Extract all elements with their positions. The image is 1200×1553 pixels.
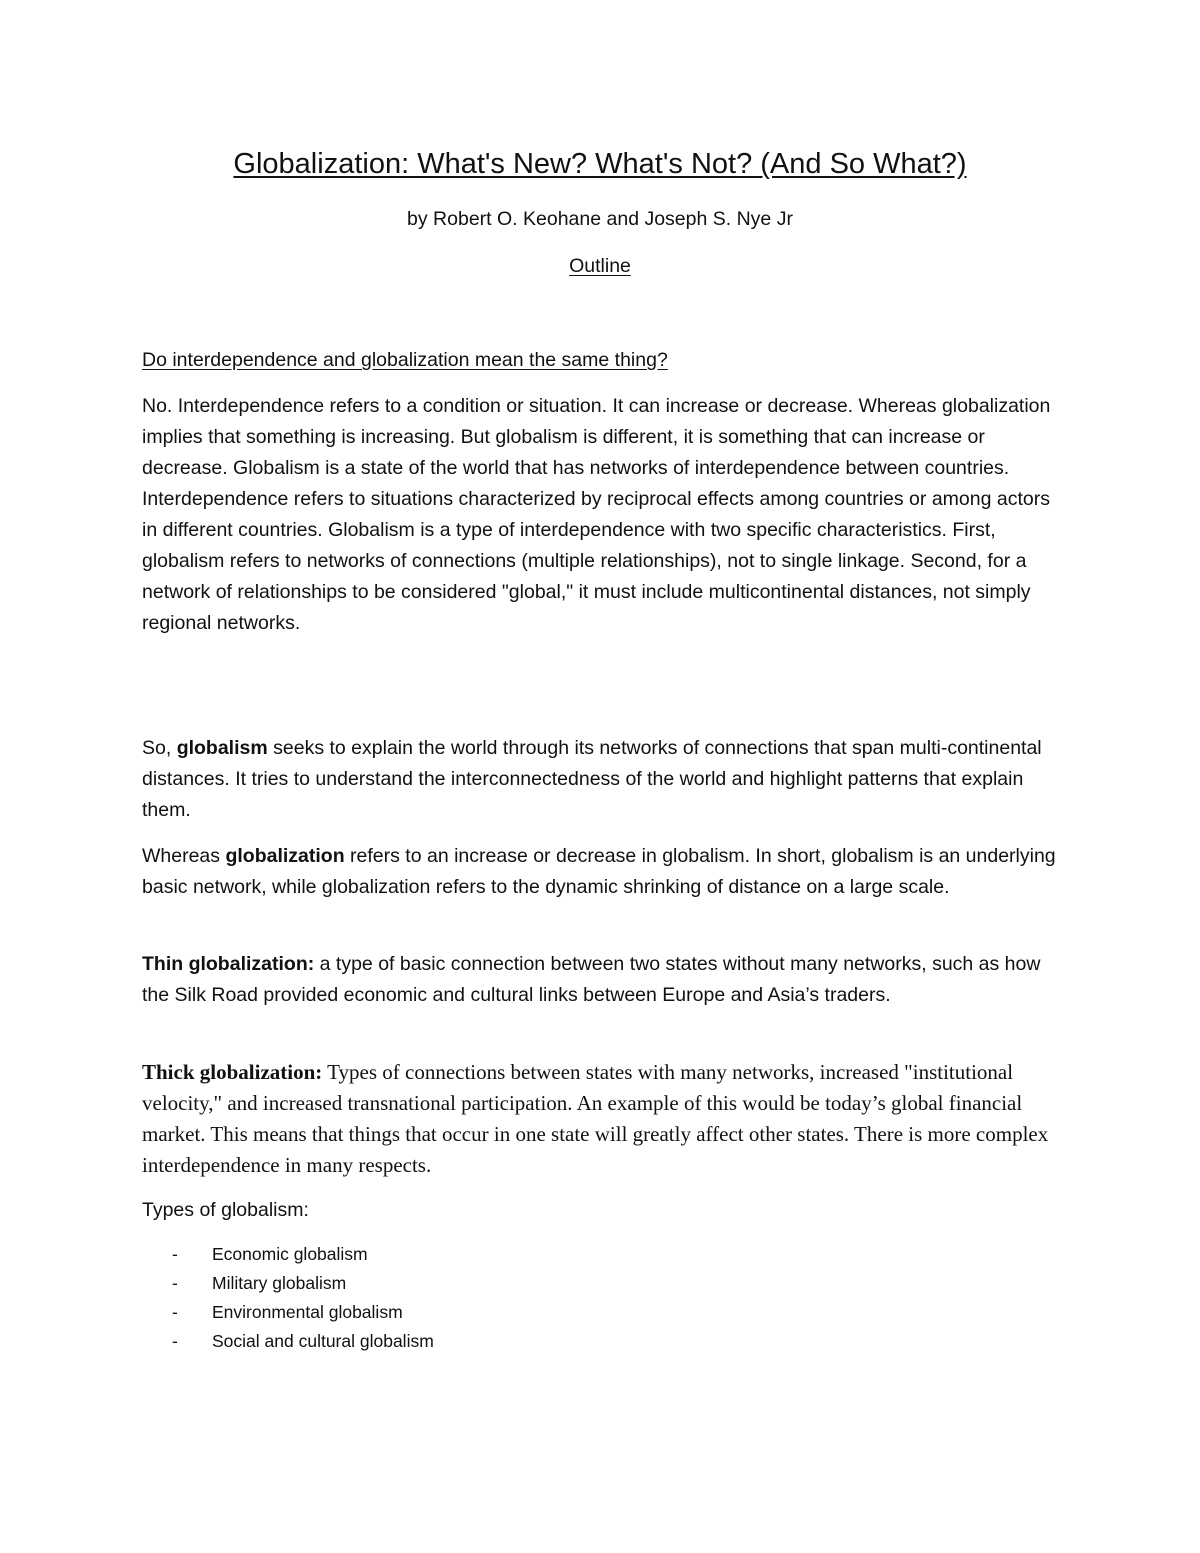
paragraph-text: Types of connections between states with many networks, increased "institutional velocity," and increased transnational participation. An example of this would be today’s global financial market. This means that things that occur in one state will greatly affect other states. There is more complex interdependence in many respects. (142, 1060, 1049, 1177)
list-item (172, 1327, 434, 1356)
term-globalization: globalization (225, 845, 345, 867)
paragraph-text: seeks to explain the world through its networks of connections that span multi-continental distances. It tries to understand the interconnectedness of the world and highlight patterns that explain them. (142, 737, 1042, 821)
paragraph-text: refers to an increase or decrease in globalism. In short, globalism is an underlying basic network, while globalization refers to the dynamic shrinking of distance on a large scale. (142, 845, 1056, 898)
term-thick-globalization: Thick globalization: (142, 1060, 323, 1084)
paragraph-interdependence (142, 391, 1067, 639)
term-thin-globalization: Thin globalization: (142, 953, 315, 975)
list-marker: - (172, 1273, 178, 1293)
paragraph-thin-globalization (142, 949, 1067, 1011)
paragraph-text: No. Interdependence refers to a condition or situation. It can increase or decrease. Whereas globalization implies that something is increasing. But globalism is different, it is something that can increase or decrease. Globalism is a state of the world that has networks of interdependence between countries. Interdependence refers to situations characterized by reciprocal effects among countries or among actors in different countries. Globalism is a type of interdependence with two specific characteristics. First, globalism refers to networks of connections (multiple relationships), not to single linkage. Second, for a network of relationships to be considered "global," it must include multicontinental distances, not simply regional networks. (142, 395, 1051, 634)
list-item-label: Military globalism (212, 1273, 347, 1293)
list-item (172, 1298, 434, 1327)
document-title: Globalization: What's New? What's Not? (And So What?) (233, 148, 967, 180)
paragraph-thick-globalization (142, 1057, 1067, 1181)
list-marker: - (172, 1244, 178, 1264)
term-globalism: globalism (176, 737, 268, 759)
paragraph-prefix: So, (142, 737, 177, 759)
list-item-label: Economic globalism (212, 1244, 368, 1264)
list-marker: - (172, 1302, 178, 1322)
paragraph-text: a type of basic connection between two states without many networks, such as how the Silk Road provided economic and cultural links between Europe and Asia’s traders. (142, 953, 1041, 1006)
paragraph-prefix: Whereas (142, 845, 226, 867)
types-list (172, 1240, 434, 1356)
list-marker: - (172, 1331, 178, 1351)
section-question: Do interdependence and globalization mean the same thing? (142, 349, 668, 371)
outline-heading: Outline (569, 255, 631, 277)
paragraph-globalization (142, 841, 1067, 903)
list-item (172, 1269, 434, 1298)
types-heading: Types of globalism: (142, 1199, 309, 1221)
document-byline: by Robert O. Keohane and Joseph S. Nye Jr (407, 208, 793, 230)
paragraph-globalism (142, 733, 1067, 826)
list-item (172, 1240, 434, 1269)
list-item-label: Environmental globalism (212, 1302, 403, 1322)
list-item-label: Social and cultural globalism (212, 1331, 434, 1351)
